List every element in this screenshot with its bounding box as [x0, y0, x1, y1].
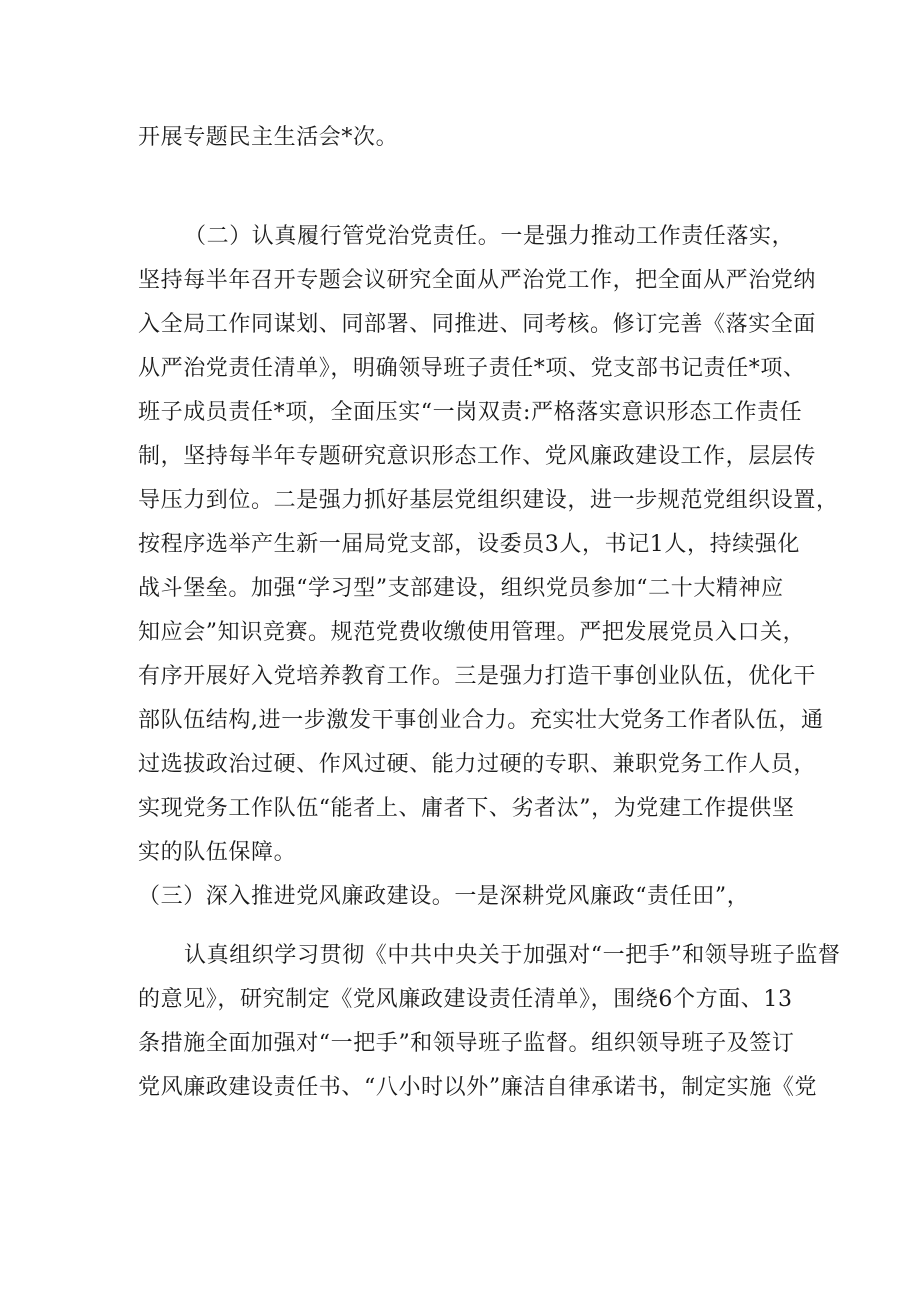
paragraph-line: 部队伍结构,进一步激发干事创业合力。充实壮大党务工作者队伍，通 [138, 708, 824, 733]
paragraph-line: 入全局工作同谋划、同部署、同推进、同考核。修订完善《落实全面 [138, 312, 817, 337]
section-heading-line: 认真组织学习贯彻《中共中央关于加强对“一把手”和领导班子监督 [184, 943, 841, 968]
paragraph-line: 导压力到位。二是强力抓好基层党组织建设，进一步规范党组织设置， [138, 488, 839, 513]
paragraph-line: 按程序选举产生新一届局党支部，设委员3人，书记1人，持续强化 [138, 532, 800, 557]
paragraph-line: 开展专题民主生活会*次。 [138, 125, 399, 150]
paragraph-line: （三）深入推进党风廉政建设。一是深耕党风廉政“责任田”， [138, 884, 750, 909]
paragraph-line: 过选拔政治过硬、作风过硬、能力过硬的专职、兼职党务工作人员， [138, 752, 817, 777]
section-heading-line: （二）认真履行管党治党责任。一是强力推动工作责任落实， [184, 224, 795, 249]
paragraph-line: 的意见》，研究制定《党风廉政建设责任清单》，围绕6个方面、13 [138, 987, 793, 1012]
paragraph-line: 有序开展好入党培养教育工作。三是强力打造干事创业队伍，优化干 [138, 664, 817, 689]
paragraph-line: 党风廉政建设责任书、“八小时以外”廉洁自律承诺书，制定实施《党 [138, 1075, 818, 1100]
paragraph-line: 实的队伍保障。 [138, 840, 297, 865]
paragraph-line [138, 1117, 798, 1147]
paragraph-line: 实现党务工作队伍“能者上、庸者下、劣者汰”，为党建工作提供坚 [138, 796, 795, 821]
paragraph-line [138, 1161, 798, 1191]
paragraph-line: 坚持每半年召开专题会议研究全面从严治党工作，把全面从严治党纳 [138, 268, 817, 293]
paragraph-line: 条措施全面加强对“一把手”和领导班子监督。组织领导班子及签订 [138, 1031, 795, 1056]
paragraph-line: 班子成员责任*项，全面压实“一岗双责:严格落实意识形态工作责任 [138, 400, 803, 425]
paragraph-line: 战斗堡垒。加强“学习型”支部建设，组织党员参加“二十大精神应 [138, 576, 784, 601]
paragraph-line: 知应会”知识竞赛。规范党费收缴使用管理。严把发展党员入口关， [138, 620, 806, 645]
paragraph-line: 制，坚持每半年专题研究意识形态工作、党风廉政建设工作，层层传 [138, 444, 817, 469]
paragraph-line: 从严治党责任清单》，明确领导班子责任*项、党支部书记责任*项、 [138, 356, 806, 381]
